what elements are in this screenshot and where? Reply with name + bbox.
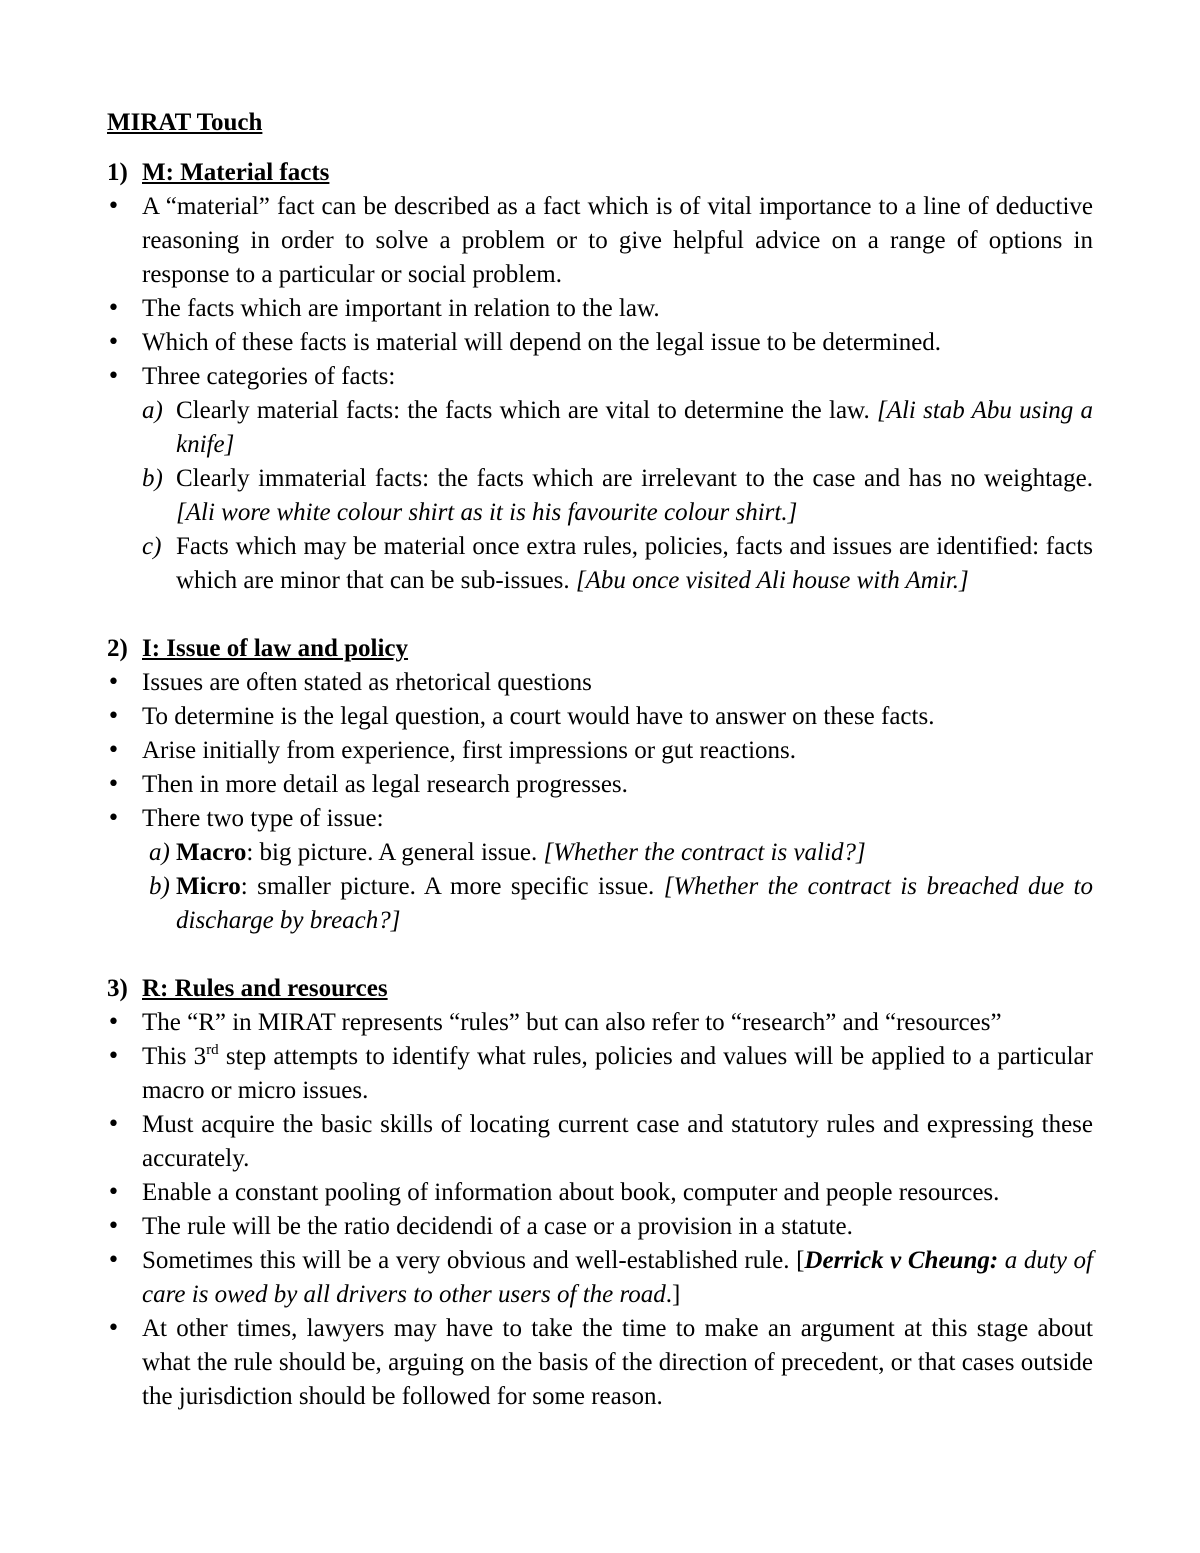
section-number: 3) [107, 975, 128, 1002]
issue-type-item [107, 870, 1093, 938]
bullet-text: .] [665, 1281, 681, 1308]
document-title: MIRAT Touch [107, 109, 263, 136]
bullet-item: • Which of these facts is material will depend on the legal issue to be determined. [107, 326, 1093, 360]
category-text: Facts which may be material once extra rules, policies, facts and issues are identified: facts which are minor that can be sub-issues. [176, 533, 1093, 594]
bullet-item: • Three categories of facts: [107, 360, 1093, 394]
category-marker: c) [142, 533, 162, 560]
bullet-item: • There two type of issue: [107, 802, 1093, 836]
fact-categories-list [107, 394, 1093, 598]
bullet-text: step attempts to identify what rules, policies and values will be applied to a particular macro or micro issues. [142, 1043, 1093, 1104]
bullet-item [107, 1244, 1093, 1312]
bullet-list [107, 190, 1093, 394]
category-text: Clearly material facts: the facts which are vital to determine the law. [176, 397, 870, 424]
category-item [107, 530, 1093, 598]
bullet-item: • Arise initially from experience, first impressions or gut reactions. [107, 734, 1093, 768]
case-principle: a duty of care is owed by all drivers to other users of the road [142, 1247, 1093, 1308]
category-marker: a) [142, 397, 163, 424]
section-number: 1) [107, 159, 128, 186]
bullet-item: • At other times, lawyers may have to take the time to make an argument at this stage about what the rule should be, arguing on the basis of the direction of precedent, or that cases outside the jurisdiction should be followed for some reason. [107, 1312, 1093, 1414]
section-title: I: Issue of law and policy [142, 635, 409, 662]
bullet-item: • A “material” fact can be described as a fact which is of vital importance to a line of deductive reasoning in order to solve a problem or to give helpful advice on a range of options in response to a particular or social problem. [107, 190, 1093, 292]
issue-type-text: : smaller picture. A more specific issue. [240, 873, 655, 900]
bullet-item [107, 1040, 1093, 1108]
bullet-text: This 3 [142, 1043, 207, 1070]
issue-type-marker: a) [149, 839, 170, 866]
bullet-list [107, 1006, 1093, 1414]
section-title: R: Rules and resources [142, 975, 388, 1002]
category-item [107, 394, 1093, 462]
bullet-item: • Issues are often stated as rhetorical questions [107, 666, 1093, 700]
bullet-item: • Enable a constant pooling of information about book, computer and people resources. [107, 1176, 1093, 1210]
issue-type-example: [Whether the contract is valid?] [543, 839, 866, 866]
category-marker: b) [142, 465, 163, 492]
bullet-text: Sometimes this will be a very obvious and well-established rule. [ [142, 1247, 805, 1274]
section-material-facts [107, 156, 1093, 598]
category-text: Clearly immaterial facts: the facts which are irrelevant to the case and has no weightage. [176, 465, 1093, 492]
bullet-item: • Then in more detail as legal research progresses. [107, 768, 1093, 802]
case-name: Derrick v Cheung: [804, 1247, 999, 1274]
category-example: [Abu once visited Ali house with Amir.] [575, 567, 969, 594]
issue-type-term: Micro [176, 873, 241, 900]
section-title: M: Material facts [142, 159, 330, 186]
document-page [107, 106, 1093, 1414]
section-heading [107, 972, 1093, 1006]
issue-type-term: Macro [176, 839, 247, 866]
issue-types-list [107, 836, 1093, 938]
bullet-item: • To determine is the legal question, a court would have to answer on these facts. [107, 700, 1093, 734]
bullet-item: • The “R” in MIRAT represents “rules” but can also refer to “research” and “resources” [107, 1006, 1093, 1040]
section-heading [107, 156, 1093, 190]
issue-type-item [107, 836, 1093, 870]
section-heading [107, 632, 1093, 666]
ordinal-superscript: rd [206, 1042, 219, 1058]
bullet-item: • The facts which are important in relation to the law. [107, 292, 1093, 326]
category-example: [Ali wore white colour shirt as it is his favourite colour shirt.] [176, 499, 798, 526]
bullet-item: • The rule will be the ratio decidendi of a case or a provision in a statute. [107, 1210, 1093, 1244]
issue-type-marker: b) [149, 873, 170, 900]
bullet-item: • Must acquire the basic skills of locating current case and statutory rules and expressing these accurately. [107, 1108, 1093, 1176]
section-number: 2) [107, 635, 128, 662]
section-rules-and-resources [107, 972, 1093, 1414]
category-example: [Ali stab Abu using a knife] [176, 397, 1094, 458]
section-issue-of-law [107, 632, 1093, 938]
bullet-list [107, 666, 1093, 836]
issue-type-example: [Whether the contract is breached due to discharge by breach?] [176, 873, 1093, 934]
issue-type-text: : big picture. A general issue. [246, 839, 538, 866]
category-item [107, 462, 1093, 530]
